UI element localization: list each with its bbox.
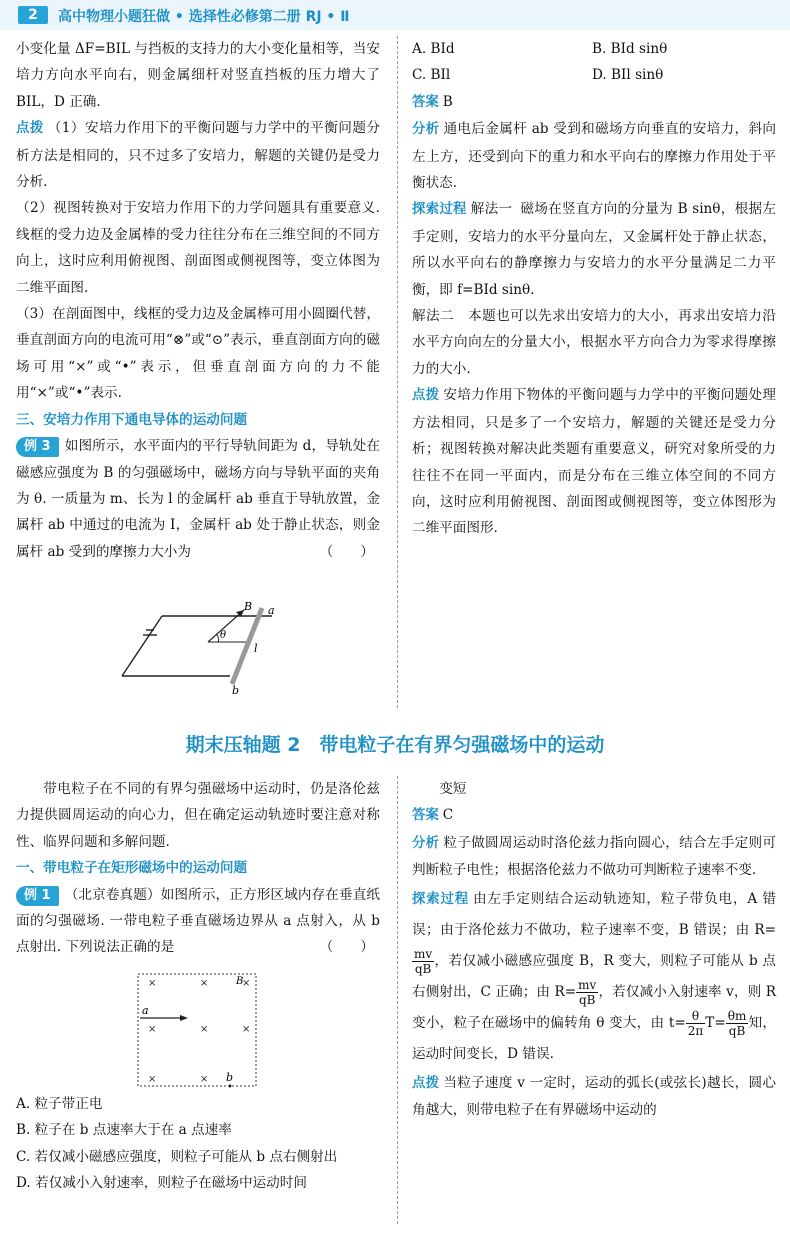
fraction-theta-2pi: $\frac{\theta}{2\pi}$ xyxy=(687,1008,704,1038)
fraction-mv-qB-2: $\frac{mv}{qB}$ xyxy=(578,977,597,1007)
continued-paragraph: 小变化量 ΔF=BIL 与挡板的支持力的大小变化量相等，当安培力方向水平向右，则金属细杆对竖直挡板的压力增大了 BIL，D 正确. xyxy=(16,41,380,110)
rail-figure xyxy=(110,598,280,698)
field-cross: × xyxy=(200,978,209,989)
left-top-column xyxy=(16,36,380,565)
option-d: D. BIl sinθ xyxy=(592,67,664,84)
field-cross: × xyxy=(148,1074,157,1085)
label-B: B xyxy=(236,976,244,987)
option-a: A. BId xyxy=(412,41,455,57)
field-cross: × xyxy=(148,978,157,989)
label-B: B xyxy=(244,600,253,613)
label-a: a xyxy=(268,604,275,617)
answer-line: 答案 C xyxy=(412,807,454,824)
book-title: 高中物理小题狂做 • 选择性必修第二册 RJ • Ⅱ xyxy=(58,9,350,25)
field-cross: × xyxy=(200,1074,209,1085)
exit-point xyxy=(229,1085,232,1088)
fraction-thetam-qB: $\frac{\theta m}{qB}$ xyxy=(727,1008,747,1038)
square-field-figure xyxy=(132,970,262,1090)
tip-paragraph-3: （3）在剖面图中，线框的受力边及金属棒可用小圆圈代替，垂直剖面方向的电流可用“⊗”或“⊙”表示，垂直剖面方向的磁场可用“×”或“•”表示，但垂直剖面方向的力不能用“×”或“•”表示. xyxy=(16,306,380,402)
tip-paragraph-2: （2）视图转换对于安培力作用下的力学问题具有重要意义. 线框的受力边及金属棒的受力往往分布在三维空间的不同方向上，这时应利用俯视图、剖面图或侧视图等，变立体图为二维平面图. xyxy=(16,200,380,296)
field-cross: × xyxy=(242,978,251,989)
answer-line: 答案 B xyxy=(412,93,453,110)
label-b: b xyxy=(226,1071,234,1084)
label-b: b xyxy=(232,684,240,697)
process-1: 探索过程 解法一 磁场在竖直方向的分量为 B sinθ，根据左手定则，安培力的水平分量向左，又金属杆处于静止状态，所以水平向右的静摩擦力与安培力的水平分量满足二力平衡，即 f=BId sinθ. xyxy=(412,201,776,298)
analysis: 分析 通电后金属杆 ab 受到和磁场方向垂直的安培力，斜向左上方，还受到向下的重力和水平向右的摩擦力作用处于平衡状态. xyxy=(412,121,777,192)
continued-option: 变短 xyxy=(439,781,467,797)
option-a: A. 粒子带正电 xyxy=(16,1095,103,1112)
right-top-column xyxy=(412,36,776,542)
example-badge: 例 1 xyxy=(16,886,59,906)
tip-label: 点拨 xyxy=(16,121,44,137)
label-theta: θ xyxy=(220,630,227,641)
section-heading: 三、安培力作用下通电导体的运动问题 xyxy=(16,411,248,428)
options-grid xyxy=(412,36,776,89)
option-d: D. 若仅减小入射速率，则粒子在磁场中运动时间 xyxy=(16,1175,307,1192)
option-b: B. 粒子在 b 点速率大于在 a 点速率 xyxy=(16,1122,232,1139)
process-2: 解法二 本题也可以先求出安培力的大小，再求出安培力沿水平方向向左的分量大小，根据水平方向合力为零求得摩擦力的大小. xyxy=(412,308,776,377)
intro-paragraph: 带电粒子在不同的有界匀强磁场中运动时，仍是洛伦兹力提供圆周运动的向心力，但在确定运动轨迹时要注意对称性、临界问题和多解问题. xyxy=(16,781,380,850)
label-a: a xyxy=(142,1004,149,1017)
tip-paragraph: 点拨 （1）安培力作用下的平衡问题与力学中的平衡问题分析方法是相同的，只不过多了安培力，解题的关键仍是受力分析. xyxy=(16,120,380,191)
field-cross: × xyxy=(242,1024,251,1035)
section-title: 期末压轴题 2 带电粒子在有界匀强磁场中的运动 xyxy=(185,734,605,756)
option-c: C. BIl xyxy=(412,67,451,84)
label-l: l xyxy=(254,642,258,655)
column-divider-bottom xyxy=(397,776,398,1224)
page-number: 2 xyxy=(18,6,48,24)
answer-blank: （ ） xyxy=(319,939,374,956)
process: 探索过程 由左手定则结合运动轨迹知，粒子带负电，A 错误；由于洛伦兹力不做功，粒子速率不变，B 错误；由 R= $\frac{mv}{qB}$ ，若仅减小磁感应强度 B，R 变大，则粒子可能从 b 点右侧射出，C 正确；由 R= $\frac{mv}{qB}$ ，若仅减小入射速率 v，则 R 变小，粒子在磁场中的偏转角 θ 变大，由 t= $\frac{\theta}{2\pi}$ T= $\frac{\theta m}{qB}$ 知，运动时间变长，D 错误. xyxy=(412,890,777,1062)
example-3: 例 3 如图所示，水平面内的平行导轨间距为 d，导轨处在磁感应强度为 B 的匀强磁场中，磁场方向与导轨平面的夹角为 θ. 一质量为 m、长为 l 的金属杆 ab 垂直于导轨放置，金属杆 ab 中通过的电流为 I，金属杆 ab 处于静止状态，则金属杆 ab 受到的摩擦力大小为 （ ） xyxy=(16,433,380,565)
option-b: B. BId sinθ xyxy=(592,41,668,57)
fraction-mv-qB: $\frac{mv}{qB}$ xyxy=(414,946,433,976)
analysis: 分析 粒子做圆周运动时洛伦兹力指向圆心，结合左手定则可判断粒子电性；根据洛伦兹力不做功可判断粒子速率不变. xyxy=(412,834,777,879)
tip: 点拨 当粒子速度 v 一定时，运动的弧长(或弦长)越长，圆心角越大，则带电粒子在有界磁场中运动的 xyxy=(412,1074,777,1119)
tip: 点拨 安培力作用下物体的平衡问题与力学中的平衡问题处理方法相同，只是多了一个安培力，解题的关键还是受力分析；视图转换对解决此类题有重要意义，研究对象所受的力往往不在同一平面内，而是分布在三维立体空间的不同方向，这时应利用俯视图、剖面图或侧视图等，变立体图形为二维平面图形. xyxy=(412,387,777,537)
field-crosses xyxy=(148,978,250,1085)
example-1: 例 1 （北京卷真题）如图所示，正方形区域内存在垂直纸面的匀强磁场. 一带电粒子垂直磁场边界从 a 点射入，从 b 点射出. 下列说法正确的是 （ ） xyxy=(16,882,380,961)
field-cross: × xyxy=(200,1024,209,1035)
option-c: C. 若仅减小磁感应强度，则粒子可能从 b 点右侧射出 xyxy=(16,1148,338,1165)
section-heading-1: 一、带电粒子在矩形磁场中的运动问题 xyxy=(16,860,248,877)
answer-blank: （ ） xyxy=(319,543,374,560)
right-bottom-column xyxy=(412,776,776,1123)
velocity-arrowhead xyxy=(180,1015,188,1021)
column-divider-top xyxy=(397,36,398,708)
field-cross: × xyxy=(148,1024,157,1035)
example-badge: 例 3 xyxy=(16,437,59,457)
page-header xyxy=(0,0,790,30)
